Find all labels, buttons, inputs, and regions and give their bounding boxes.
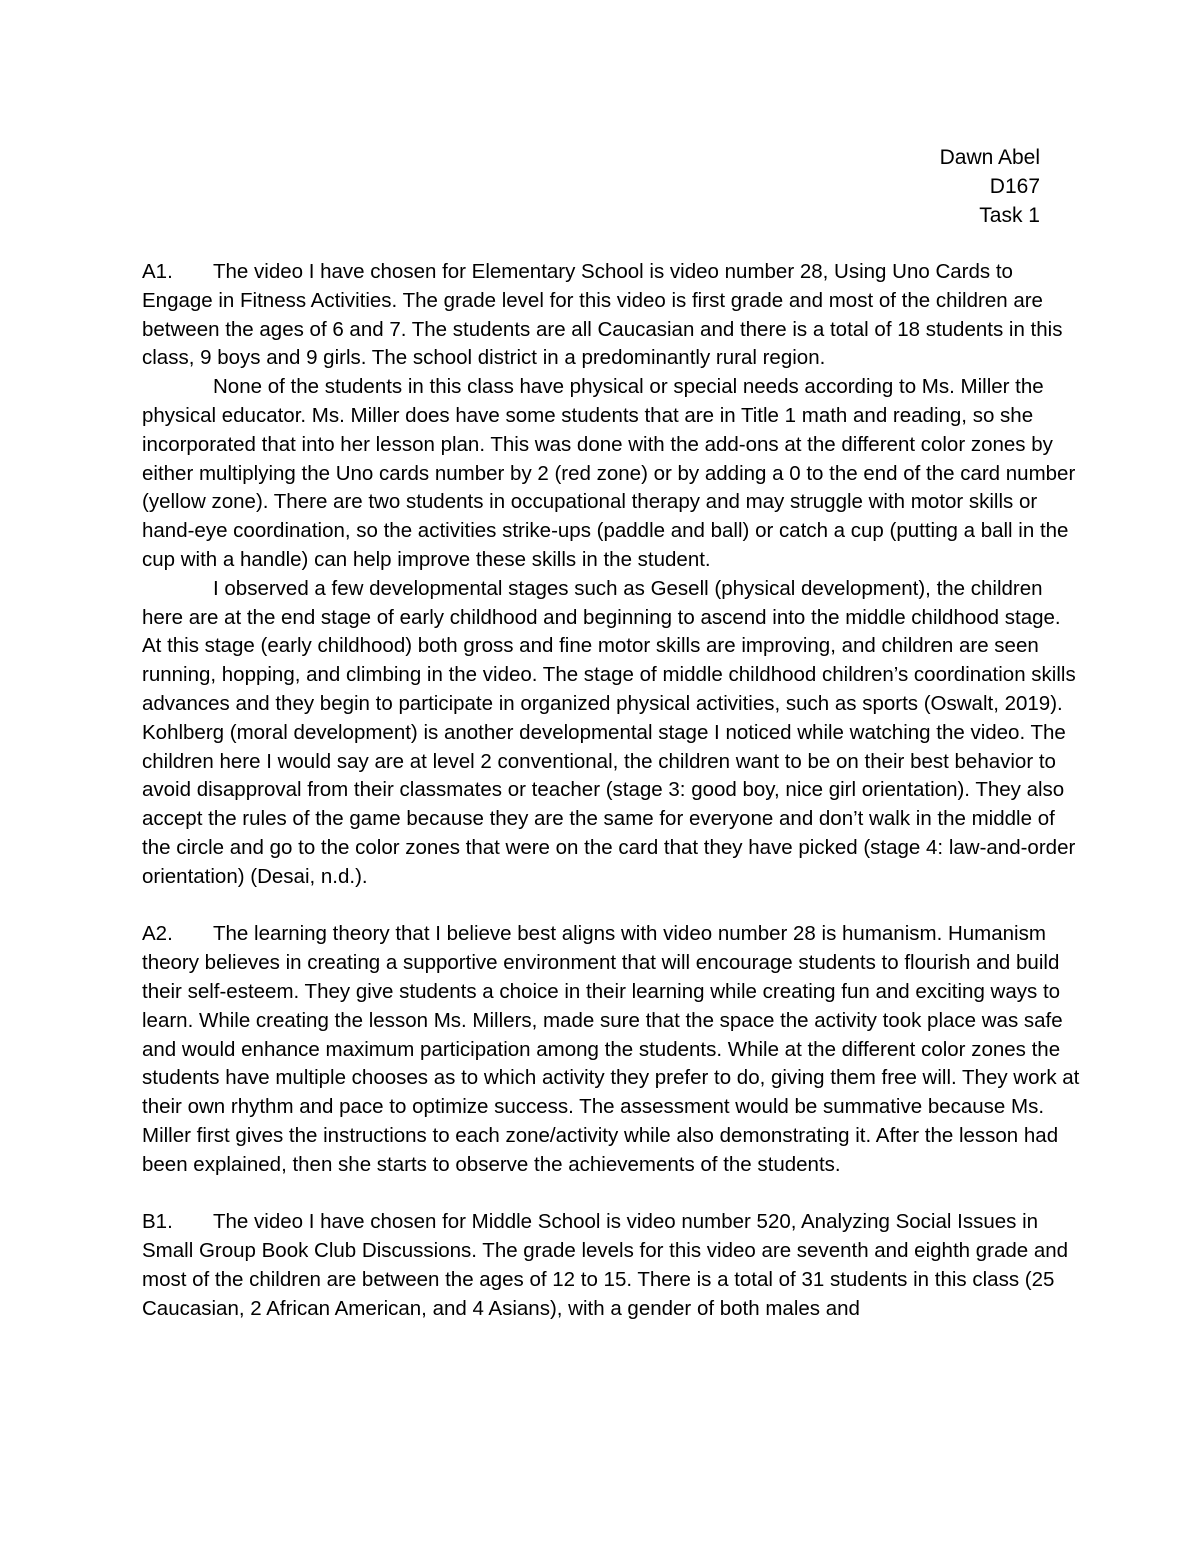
paragraph: [142, 1208, 1082, 1323]
section-label: B1.: [142, 1210, 173, 1234]
task-number: Task 1: [979, 204, 1040, 227]
paragraph: [142, 920, 1082, 1179]
paragraph-text: The video I have chosen for Elementary School is video number 28, Using Uno Cards to Engage in Fitness Activities. The grade level for this video is first grade and most of the children are between the ages of 6 and 7. The students are all Caucasian and there is a total of 18 students in this class, 9 boys and 9 girls. The school district in a predominantly rural region.: [142, 260, 1063, 370]
paragraph: None of the students in this class have physical or special needs according to Ms. Miller the physical educator. Ms. Miller does have some students that are in Title 1 math and reading, so she incorporated that into her lesson plan. This was done with the add-ons at the different color zones by either multiplying the Uno cards number by 2 (red zone) or by adding a 0 to the end of the card number (yellow zone). There are two students in occupational therapy and may struggle with motor skills or hand-eye coordination, so the activities strike-ups (paddle and ball) or catch a cup (putting a ball in the cup with a handle) can help improve these skills in the student.: [142, 375, 1076, 571]
document-body: [142, 258, 1082, 1352]
section-label: A1.: [142, 260, 173, 283]
section-label: A2.: [142, 922, 173, 946]
section-a2: [142, 920, 1082, 1179]
section-a1: [142, 258, 1082, 892]
author-name: Dawn Abel: [939, 146, 1040, 169]
paragraph-text: The video I have chosen for Middle School is video number 520, Analyzing Social Issues in Small Group Book Club Discussions. The grade levels for this video are seventh and eighth grade and most of the children are between the ages of 12 to 15. There is a total of 31 students in this class (25 Caucasian, 2 African American, and 4 Asians), with a gender of both males and: [142, 1210, 1069, 1320]
section-b1: [142, 1208, 1082, 1323]
paragraph: [142, 258, 1082, 373]
course-code: D167: [989, 175, 1040, 198]
paragraph-text: The learning theory that I believe best aligns with video number 28 is humanism. Humanism theory believes in creating a supportive environment that will encourage students to flourish and build their self-esteem. They give students a choice in their learning while creating fun and exciting ways to learn. While creating the lesson Ms. Millers, made sure that the space the activity took place was safe and would enhance maximum participation among the students. While at the different color zones the students have multiple chooses as to which activity they prefer to do, giving them free will. They work at their own rhythm and pace to optimize success. The assessment would be summative because Ms. Miller first gives the instructions to each zone/activity while also demonstrating it. After the lesson had been explained, then she starts to observe the achievements of the students.: [142, 922, 1080, 1176]
paragraph: I observed a few developmental stages such as Gesell (physical development), the children here are at the end stage of early childhood and beginning to ascend into the middle childhood stage. At this stage (early childhood) both gross and fine motor skills are improving, and children are seen running, hopping, and climbing in the video. The stage of middle childhood children’s coordination skills advances and they begin to participate in organized physical activities, such as sports (Oswalt, 2019). Kohlberg (moral development) is another developmental stage I noticed while watching the video. The children here I would say are at level 2 conventional, the children want to be on their best behavior to avoid disapproval from their classmates or teacher (stage 3: good boy, nice girl orientation). They also accept the rules of the game because they are the same for everyone and don’t walk in the middle of the circle and go to the color zones that were on the card that they have picked (stage 4: law-and-order orientation) (Desai, n.d.).: [142, 576, 1076, 888]
header-block: [940, 143, 1040, 230]
